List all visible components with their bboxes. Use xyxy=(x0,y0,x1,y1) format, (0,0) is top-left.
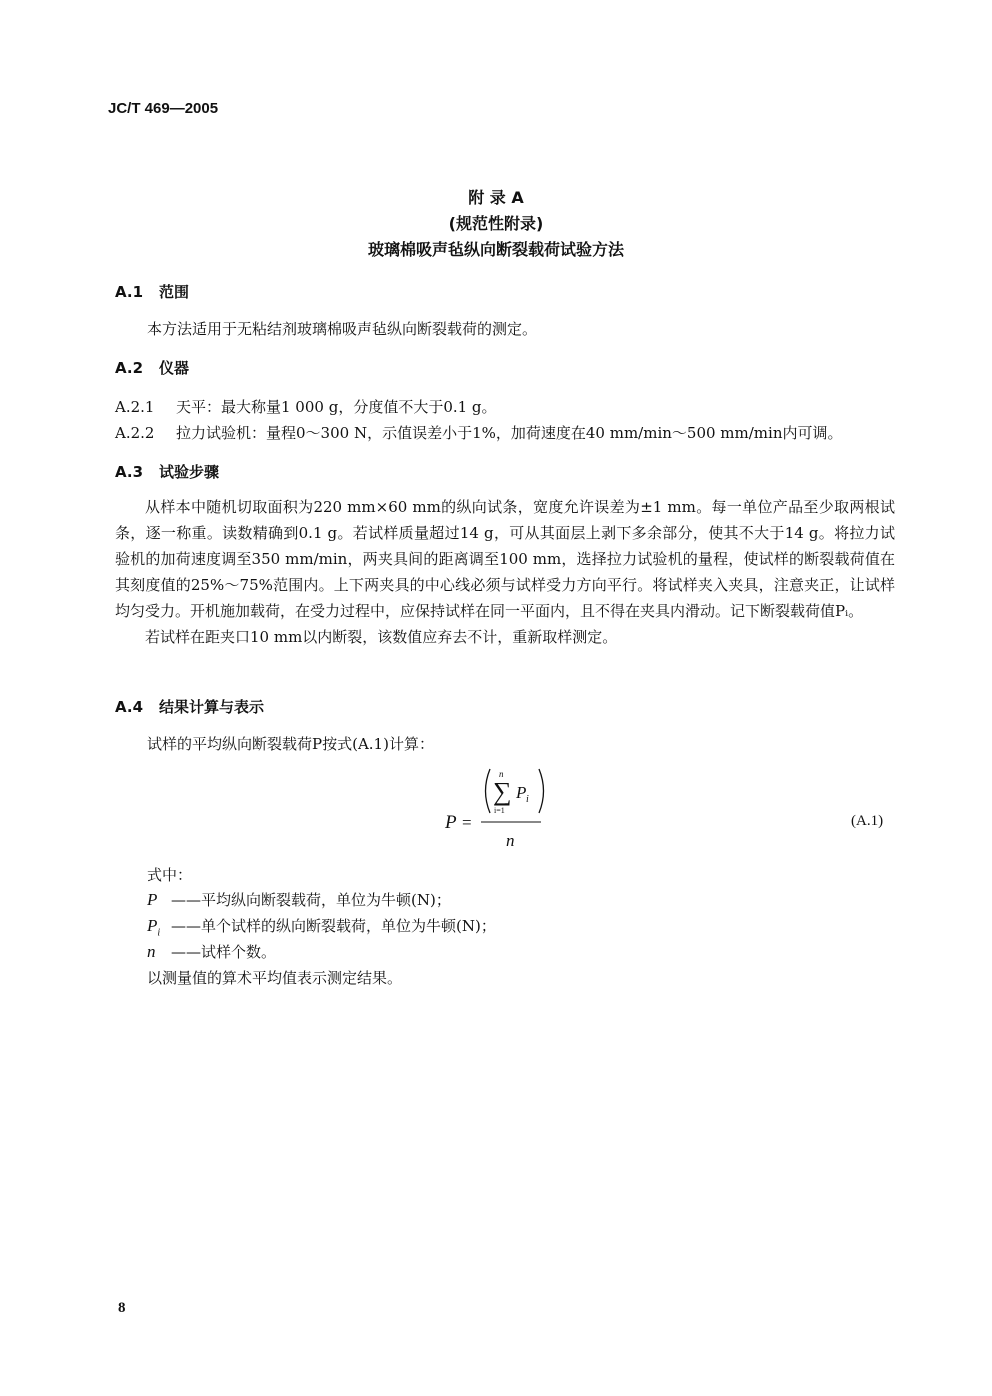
section-a2-2 xyxy=(115,422,843,443)
formula-lhs: P xyxy=(445,812,457,833)
subsection-number: A.2.1 xyxy=(115,398,155,416)
sum-lower-limit: i=1 xyxy=(494,806,505,815)
definition-item xyxy=(147,915,496,938)
definition-symbol: $P_i$ xyxy=(147,916,161,939)
appendix-label: 附 录 A xyxy=(468,188,524,207)
left-paren xyxy=(486,769,491,813)
section-a2-heading xyxy=(115,357,189,378)
formula-denominator: n xyxy=(506,831,515,850)
appendix-title: 玻璃棉吸声毡纵向断裂载荷试验方法 xyxy=(367,240,624,259)
definition-text: ——平均纵向断裂载荷，单位为牛顿(N)； xyxy=(171,891,451,909)
formula-a1 xyxy=(440,765,560,855)
section-a1-heading xyxy=(115,281,189,302)
section-number: A.3 xyxy=(115,463,144,481)
section-a3-paragraph-2: 若试样在距夹口10 mm以内断裂，该数值应弃去不计，重新取样测定。 xyxy=(145,628,618,646)
formula-number: (A.1) xyxy=(851,813,884,829)
conclusion-text: 以测量值的算术平均值表示测定结果。 xyxy=(147,969,403,987)
section-title: 范围 xyxy=(159,283,190,301)
section-number: A.1 xyxy=(115,283,144,301)
section-a4-heading xyxy=(115,696,264,717)
right-paren xyxy=(539,769,544,813)
formula-equals: = xyxy=(462,813,472,832)
section-title: 仪器 xyxy=(159,359,190,377)
section-number: A.4 xyxy=(115,698,144,716)
definition-symbol: n xyxy=(147,942,156,961)
subsection-text: 天平：最大称量1 000 g，分度值不大于0.1 g。 xyxy=(176,398,497,416)
definition-item xyxy=(147,941,276,962)
section-a1-text: 本方法适用于无粘结剂玻璃棉吸声毡纵向断裂载荷的测定。 xyxy=(147,320,538,338)
definition-symbol: P xyxy=(147,890,158,909)
definition-text: ——单个试样的纵向断裂载荷，单位为牛顿(N)； xyxy=(171,917,496,935)
section-number: A.2 xyxy=(115,359,144,377)
sum-upper-limit: n xyxy=(499,769,504,779)
section-a3-body xyxy=(115,494,895,650)
subsection-number: A.2.2 xyxy=(115,424,155,442)
section-a3-paragraph-1: 从样本中随机切取面积为220 mm×60 mm的纵向试条，宽度允许误差为±1 mm。每一单位产品至少取两根试条，逐一称重。读数精确到0.1 g。若试样质量超过14 g，可从其面层上剥下多余部分，使其不大于14 g。将拉力试验机的加荷速度调至350 mm/min，两夹具间的距离调至100 mm，选择拉力试验机的量程，使试样的断裂载荷值在其刻度值的25%～75%范围内。上下两夹具的中心线必须与试样受力方向平行。将试样夹入夹具，注意夹正，让试样均匀受力。开机施加载荷，在受力过程中，应保持试样在同一平面内，且不得在夹具内滑动。记下断裂载荷值Pᵢ。 xyxy=(115,498,895,620)
sigma-symbol: ∑ xyxy=(493,777,512,806)
sum-term-subscript: i xyxy=(526,794,529,805)
section-title: 结果计算与表示 xyxy=(159,698,265,716)
section-a3-heading xyxy=(115,461,219,482)
definition-text: ——试样个数。 xyxy=(171,943,277,961)
appendix-type: (规范性附录) xyxy=(448,214,544,233)
document-code: JC/T 469—2005 xyxy=(108,100,219,117)
sum-term: P xyxy=(516,783,527,802)
page-number: 8 xyxy=(118,1300,126,1316)
definition-item xyxy=(147,889,451,910)
subsection-text: 拉力试验机：量程0～300 N，示值误差小于1%，加荷速度在40 mm/min～500 mm/min内可调。 xyxy=(176,424,843,442)
formula-intro: 试样的平均纵向断裂载荷P按式(A.1)计算： xyxy=(147,735,434,753)
section-title: 试验步骤 xyxy=(159,463,220,481)
section-a2-1 xyxy=(115,396,497,417)
where-label: 式中： xyxy=(147,866,193,884)
